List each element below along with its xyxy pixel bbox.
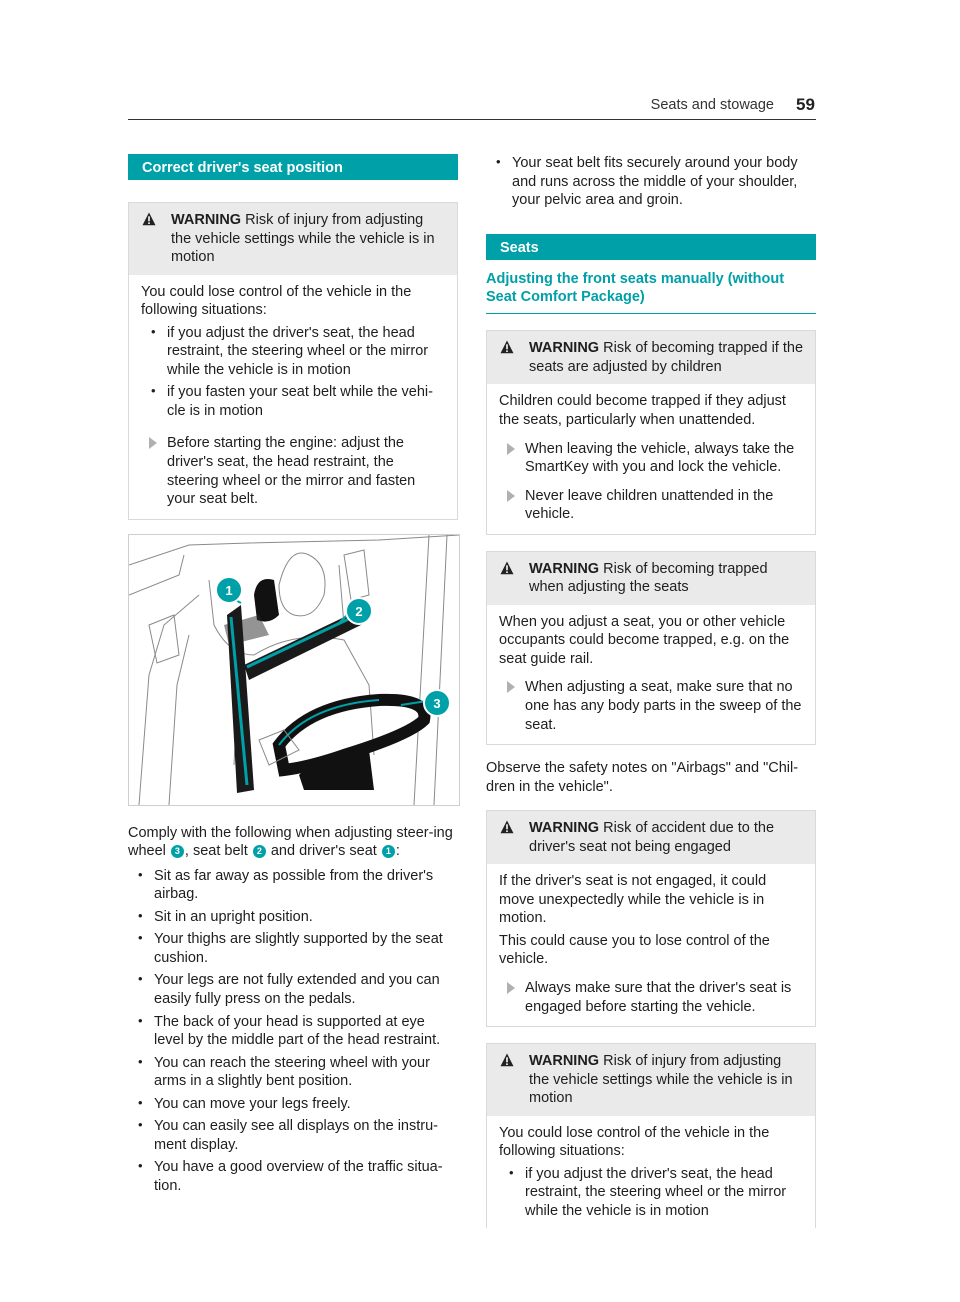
action-step [499, 979, 803, 1016]
left-column [128, 154, 458, 1200]
action-text: Never leave children unattended in the vehicle. [525, 487, 774, 523]
subsection-heading: Adjusting the front seats manually (without Seat Comfort Package) [486, 270, 816, 315]
section-bar-seat-position: Correct driver's seat position [128, 154, 458, 180]
warning-box-4 [486, 810, 816, 1027]
list-item: • You can move your legs freely. [128, 1095, 458, 1114]
warning-label: WARNING [529, 340, 600, 357]
warning-header [487, 552, 815, 605]
action-text: Always make sure that the driver's seat is engaged before starting the vehicle. [525, 980, 792, 1015]
warning-text: When you adjust a seat, you or other vehicle occupants could become trapped, e.g. on the seat guide rail. [499, 613, 790, 667]
page-header [0, 96, 960, 126]
warning-box-5 [486, 1043, 816, 1228]
running-title: Seats and stowage [650, 97, 774, 113]
warning-box-1 [128, 202, 458, 520]
warning-title: Risk of becoming trapped when adjusting the seats [529, 560, 768, 596]
warning-triangle-icon [500, 561, 514, 575]
warning-triangle-icon [500, 340, 514, 354]
action-step [499, 487, 803, 524]
list-item: • You can easily see all displays on the instru-ment display. [128, 1117, 458, 1154]
right-column [486, 154, 816, 1228]
warning-body [487, 605, 815, 744]
warning-text: This could cause you to lose control of the vehicle. [499, 932, 770, 968]
svg-text:1: 1 [225, 582, 233, 598]
action-step [499, 440, 803, 477]
list-item: • if you adjust the driver's seat, the head restraint, the steering wheel or the mirror while the vehicle is in motion [499, 1165, 803, 1221]
continued-checklist [486, 154, 816, 210]
action-step [499, 678, 803, 734]
callout-ref-3: 3 [171, 845, 184, 858]
list-item: • Sit in an upright position. [128, 908, 458, 927]
warning-box-2 [486, 330, 816, 534]
list-item: • The back of your head is supported at eye level by the middle part of the head restraint. [128, 1013, 458, 1050]
action-text: Before starting the engine: adjust the driver's seat, the head restraint, the steering wheel or the mirror and fasten your seat belt. [167, 435, 416, 508]
list-item: • You can reach the steering wheel with your arms in a slightly bent position. [128, 1054, 458, 1091]
warning-body [487, 1116, 815, 1229]
warning-body [129, 275, 457, 519]
svg-text:3: 3 [433, 695, 441, 711]
callout-ref-1: 1 [382, 845, 395, 858]
warning-header [487, 1044, 815, 1116]
list-item: • Your seat belt fits securely around your body and runs across the middle of your shoulder, your pelvic area and groin. [486, 154, 816, 210]
warning-box-3 [486, 551, 816, 745]
arrow-right-icon [507, 982, 515, 994]
svg-text:2: 2 [355, 603, 363, 619]
warning-label: WARNING [529, 1053, 600, 1070]
observe-note: Observe the safety notes on "Airbags" and "Chil-dren in the vehicle". [486, 760, 799, 795]
warning-label: WARNING [529, 560, 600, 577]
callout-2 [346, 598, 372, 624]
warning-text: You could lose control of the vehicle in the following situations: [499, 1124, 770, 1160]
list-item: • Sit as far away as possible from the driver's airbag. [128, 867, 458, 904]
callout-ref-2: 2 [253, 845, 266, 858]
warning-header [487, 811, 815, 864]
list-item: • if you adjust the driver's seat, the head restraint, the steering wheel or the mirror while the vehicle is in motion [141, 324, 445, 380]
warning-triangle-icon [500, 820, 514, 834]
warning-text: Children could become trapped if they adjust the seats, particularly when unattended. [499, 393, 786, 428]
list-item: • You have a good overview of the traffic situa-tion. [128, 1158, 458, 1195]
warning-triangle-icon [142, 212, 156, 226]
arrow-right-icon [507, 681, 515, 693]
action-step [141, 434, 445, 508]
intro-text: , seat belt [184, 843, 248, 860]
arrow-right-icon [507, 443, 515, 455]
header-rule [128, 119, 816, 120]
adjustment-intro [128, 824, 458, 861]
list-item: • Your thighs are slightly supported by the seat cushion. [128, 930, 458, 967]
warning-header [129, 203, 457, 275]
callout-1 [216, 577, 242, 603]
seat-position-illustration [128, 534, 460, 806]
callout-3 [424, 690, 450, 716]
warning-label: WARNING [171, 212, 242, 228]
warning-header [487, 331, 815, 384]
list-item: • if you fasten your seat belt while the vehi-cle is in motion [141, 383, 445, 420]
warning-label: WARNING [529, 820, 600, 837]
warning-title: Risk of injury from adjusting the vehicle settings while the vehicle is in motion [529, 1053, 793, 1107]
seat-position-checklist [128, 867, 458, 1196]
intro-text: : [395, 843, 400, 860]
arrow-right-icon [507, 490, 515, 502]
warning-title: Risk of becoming trapped if the seats are adjusted by children [529, 340, 804, 375]
arrow-right-icon [149, 437, 157, 449]
warning-bullets [499, 1165, 803, 1221]
intro-text: Comply with the following when adjusting steer-ing wheel [128, 824, 453, 860]
warning-text: If the driver's seat is not engaged, it could move unexpectedly while the vehicle is in motion. [499, 873, 767, 927]
list-item: • Your legs are not fully extended and you can easily fully press on the pedals. [128, 971, 458, 1008]
warning-triangle-icon [500, 1053, 514, 1067]
driver-seat-drawing [129, 535, 459, 805]
warning-body [487, 384, 815, 533]
action-text: When leaving the vehicle, always take the SmartKey with you and lock the vehicle. [525, 440, 795, 476]
warning-title: Risk of injury from adjusting the vehicle settings while the vehicle is in motion [171, 212, 435, 266]
warning-title: Risk of accident due to the driver's seat not being engaged [529, 820, 775, 855]
page-number: 59 [796, 95, 815, 114]
section-bar-seats: Seats [486, 234, 816, 260]
action-text: When adjusting a seat, make sure that no one has any body parts in the sweep of the seat. [525, 679, 802, 733]
warning-body [487, 864, 815, 1026]
warning-bullets [141, 324, 445, 421]
intro-text: and driver's seat [266, 843, 377, 860]
warning-text: You could lose control of the vehicle in the following situations: [141, 283, 412, 319]
